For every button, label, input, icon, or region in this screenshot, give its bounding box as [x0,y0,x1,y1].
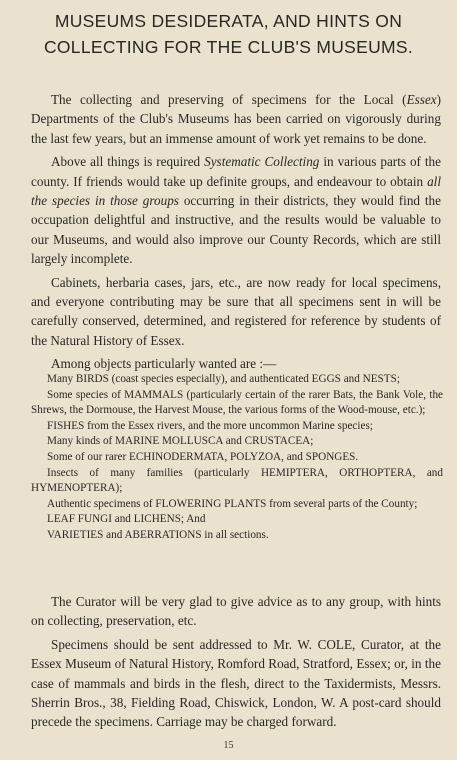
page-title [14,8,443,60]
wanted-list [31,372,443,544]
closing-section [31,592,441,732]
paragraph-intro-essex: Essex [406,92,437,107]
paragraph-cabinets: Cabinets, herbaria cases, jars, etc., are now ready for local specimens, and everyone contributing may be sure that all specimens sent in will be carefully conserved, determined, and registered for reference by students of the Natural History of Essex. [31,274,441,348]
paragraph-intro-part-a: The collecting and preserving of specimens for the Local ( [51,92,407,107]
list-item: FISHES from the Essex rivers, and the more uncommon Marine species; [47,419,373,432]
paragraph-intro [31,90,441,148]
list-item: VARIETIES and ABERRATIONS in all sections. [47,528,269,541]
paragraph-systematic-part-a: Above all things is required [51,154,205,170]
list-item: Many BIRDS (coast species especially), and authenticated EGGS and NESTS; [47,373,400,385]
list-item: Some species of MAMMALS (particularly certain of the rarer Bats, the Bank Vole, the Shrews, the Dormouse, the Harvest Mouse, the various forms of the Wood-mouse, etc.); [31,388,443,417]
all-species-phrase: all the species in those groups [31,173,441,209]
paragraph-specimen-address: Specimens should be sent addressed to Mr. W. COLE, Curator, at the Essex Museum of Natural History, Romford Road, Stratford, Essex; or, in the case of mammals and birds in the flesh, direct to the Taxidermists, Messrs. Sherrin Bros., 38, Fielding Road, Chiswick, London, W. A post-card should precede the specimens. Carriage may be charged forward. [31,636,441,730]
list-item: Many kinds of MARINE MOLLUSCA and CRUSTACEA; [47,435,314,448]
list-item: Insects of many families (particularly HEMIPTERA, ORTHOPTERA, and HYMENOPTERA); [31,466,443,495]
list-item: Some of our rarer ECHINODERMATA, POLYZOA, and SPONGES. [47,450,359,463]
title-line-1: MUSEUMS DESIDERATA, AND HINTS ON [54,11,403,31]
list-item: LEAF FUNGI and LICHENS; And [47,513,206,526]
paragraph-intro-part-c: ) Departments of the Club's Museums has been carried on vigorously during the last few years, but an immense amount of work yet remains to be done. [31,92,441,146]
paragraph-curator-advice: The Curator will be very glad to give advice as to any group, with hints on collecting, preservation, etc. [31,594,441,629]
systematic-collecting-phrase: Systematic Collecting [204,154,320,170]
paragraph-systematic-part-c: in various parts of the county. If friends would take up definite groups, and endeavour to obtain [31,154,442,189]
intro-section [31,90,441,374]
paragraph-objects-wanted: Among objects particularly wanted are :— [51,356,277,372]
paragraph-systematic-part-e: occurring in their districts, they would find the occupation delightful and instructive, and the results would be valuable to our Museums, and would also improve our County Records, which are still largely incomplete. [31,193,441,267]
title-line-2: COLLECTING FOR THE CLUB'S MUSEUMS. [43,37,414,57]
list-item: Authentic specimens of FLOWERING PLANTS from several parts of the County; [47,497,418,510]
paragraph-systematic [31,152,441,268]
page-number: 15 [223,740,234,751]
